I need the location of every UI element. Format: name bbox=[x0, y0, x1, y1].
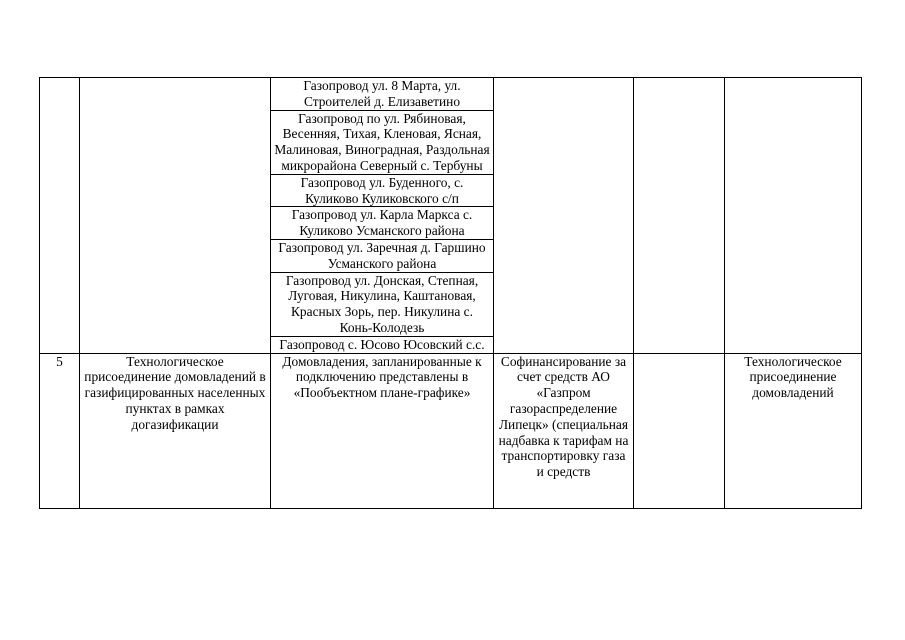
empty-cell bbox=[725, 78, 862, 354]
table-row bbox=[40, 353, 862, 508]
empty-cell bbox=[634, 353, 725, 508]
pipeline-item: Газопровод ул. Буденного, с. Куликово Куликовского с/п bbox=[271, 174, 494, 207]
financing-cell: Софинансирование за счет средств АО «Газпром газораспределение Липецк» (специальная надбавка к тарифам на транспортировку газа и средств bbox=[494, 353, 634, 508]
result-cell: Технологическое присоединение домовладений bbox=[725, 353, 862, 508]
empty-cell bbox=[494, 78, 634, 354]
empty-cell bbox=[634, 78, 725, 354]
empty-cell bbox=[40, 78, 80, 354]
event-cell: Технологическое присоединение домовладений в газифицированных населенных пунктах в рамках догазификации bbox=[80, 353, 271, 508]
document-table bbox=[39, 77, 862, 509]
pipeline-item: Газопровод ул. Заречная д. Гаршино Усманского района bbox=[271, 239, 494, 272]
objects-cell: Домовладения, запланированные к подключению представлены в «Пообъектном плане-графике» bbox=[271, 353, 494, 508]
empty-cell bbox=[80, 78, 271, 354]
row-number: 5 bbox=[40, 353, 80, 508]
pipeline-item: Газопровод ул. 8 Марта, ул. Строителей д. Елизаветино bbox=[271, 78, 494, 111]
pipeline-item: Газопровод ул. Карла Маркса с. Куликово Усманского района bbox=[271, 207, 494, 240]
pipeline-item: Газопровод с. Юсово Юсовский с.с. bbox=[271, 336, 494, 353]
pipeline-item: Газопровод ул. Донская, Степная, Луговая, Никулина, Каштановая, Красных Зорь, пер. Никулина с. Конь-Колодезь bbox=[271, 272, 494, 336]
table-row bbox=[40, 78, 862, 111]
pipeline-item: Газопровод по ул. Рябиновая, Весенняя, Тихая, Кленовая, Ясная, Малиновая, Виноградная, Раздольная микрорайона Северный с. Тербуны bbox=[271, 110, 494, 174]
